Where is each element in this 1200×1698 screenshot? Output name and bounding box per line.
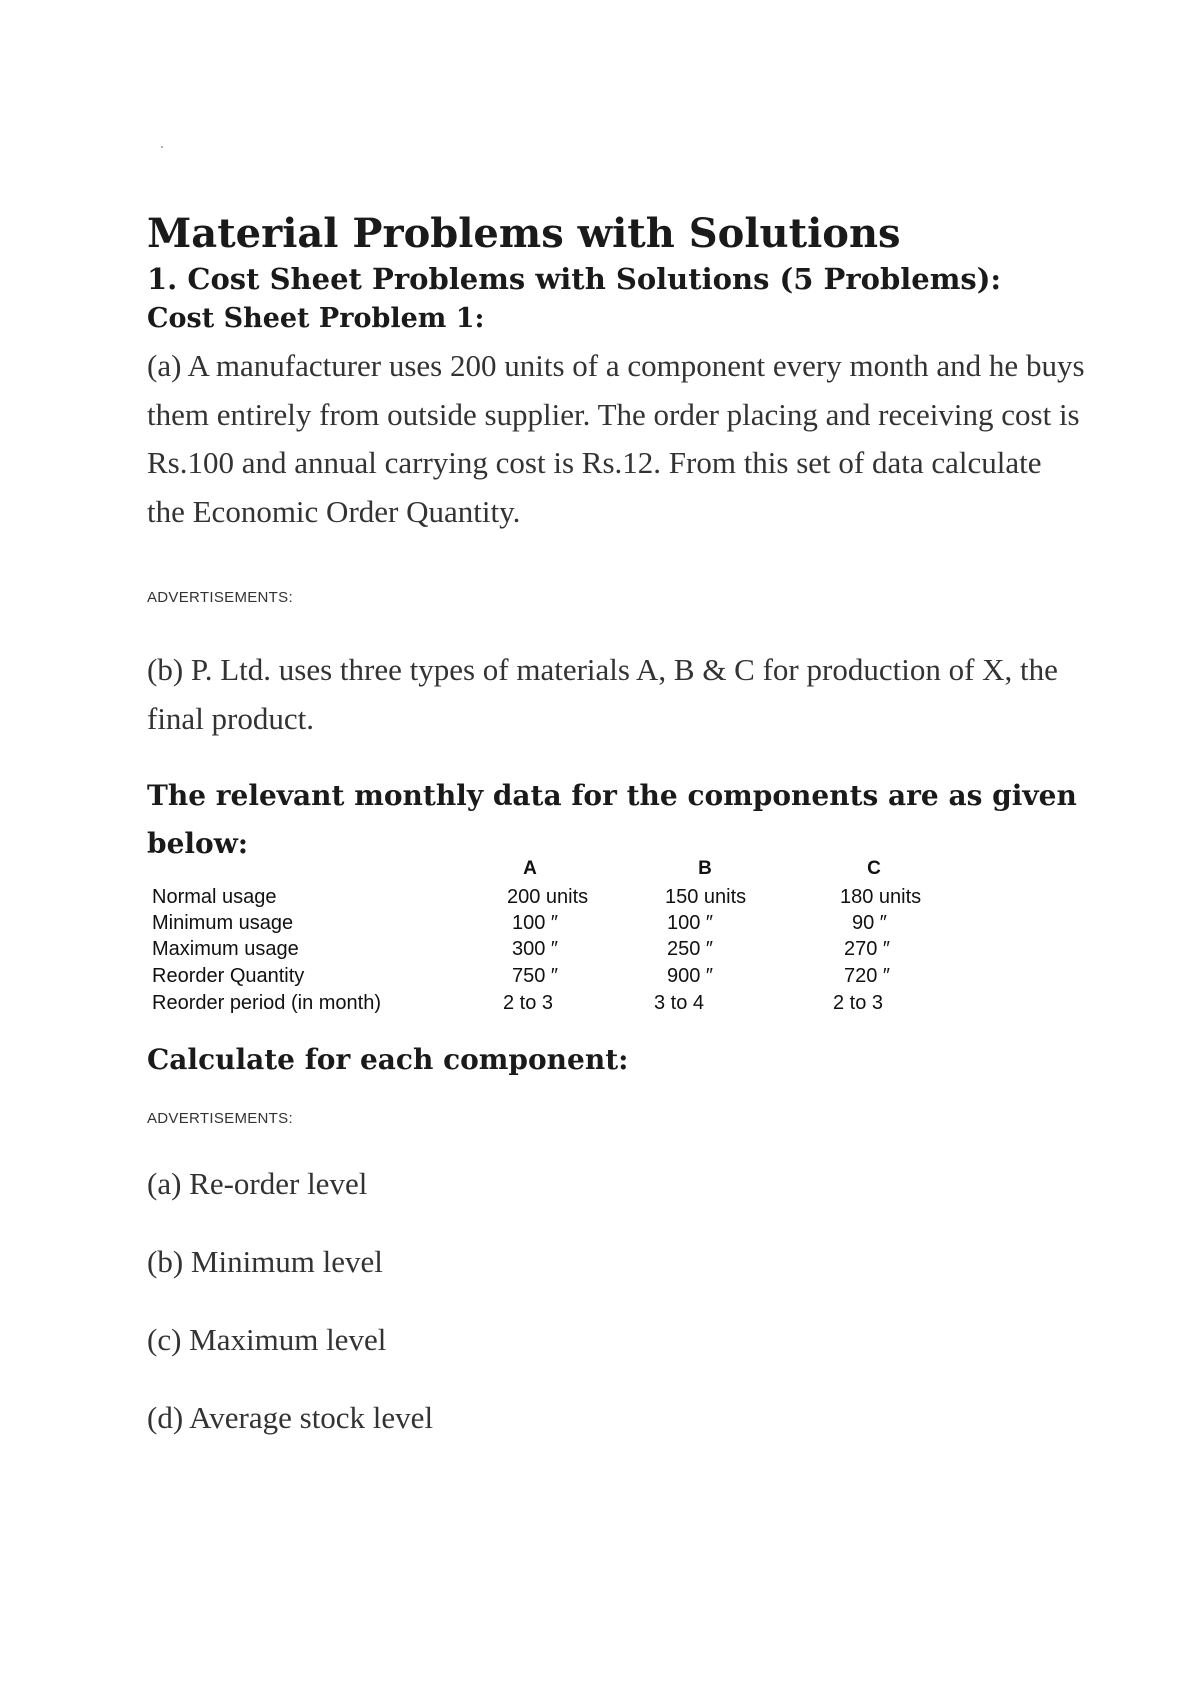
cell-a: 300 ″	[512, 938, 559, 960]
row-label: Reorder Quantity	[152, 965, 305, 987]
table-row	[152, 965, 952, 991]
list-item: (c) Maximum level	[147, 1322, 387, 1357]
column-header-b: B	[698, 858, 712, 879]
page-title: Material Problems with Solutions	[147, 210, 901, 257]
paragraph-problem-a: (a) A manufacturer uses 200 units of a component every month and he buys them entirely from outside supplier. The order placing and receiving cost is Rs.100 and annual carrying cost is Rs.12. From this set of data calculate the Economic Order Quantity.	[147, 348, 1085, 529]
column-header-a: A	[523, 858, 537, 879]
cell-a: 2 to 3	[503, 992, 554, 1014]
row-label: Reorder period (in month)	[152, 992, 381, 1014]
cell-a: 750 ″	[512, 965, 559, 987]
table-row	[152, 938, 952, 964]
table-row	[152, 886, 952, 912]
problem-heading: Cost Sheet Problem 1:	[147, 303, 485, 334]
scan-speck	[161, 146, 163, 148]
calculate-heading: Calculate for each component:	[147, 1043, 629, 1076]
row-label: Minimum usage	[152, 912, 294, 934]
cell-c: 720 ″	[844, 965, 891, 987]
list-item: (d) Average stock level	[147, 1400, 434, 1435]
paragraph-problem-b: (b) P. Ltd. uses three types of materials A, B & C for production of X, the final product.	[147, 652, 1058, 736]
list-item: (a) Re-order level	[147, 1166, 368, 1201]
cell-a: 200 units	[507, 886, 589, 908]
component-data-table	[152, 858, 952, 1028]
cell-c: 2 to 3	[833, 992, 884, 1014]
row-label: Normal usage	[152, 886, 277, 908]
table-row	[152, 912, 952, 938]
table-row	[152, 992, 952, 1018]
column-header-c: C	[867, 858, 881, 879]
advertisement-label: ADVERTISEMENTS:	[147, 1110, 293, 1127]
cell-b: 900 ″	[667, 965, 714, 987]
advertisement-label: ADVERTISEMENTS:	[147, 589, 293, 606]
data-heading: The relevant monthly data for the components are as given below:	[147, 779, 1077, 860]
cell-c: 180 units	[840, 886, 922, 908]
cell-c: 270 ″	[844, 938, 891, 960]
cell-b: 3 to 4	[654, 992, 705, 1014]
row-label: Maximum usage	[152, 938, 299, 960]
section-heading: 1. Cost Sheet Problems with Solutions (5 Problems):	[147, 262, 1002, 296]
cell-c: 90 ″	[852, 912, 887, 934]
cell-a: 100 ″	[512, 912, 559, 934]
cell-b: 100 ″	[667, 912, 714, 934]
list-item: (b) Minimum level	[147, 1244, 383, 1279]
cell-b: 150 units	[665, 886, 747, 908]
cell-b: 250 ″	[667, 938, 714, 960]
